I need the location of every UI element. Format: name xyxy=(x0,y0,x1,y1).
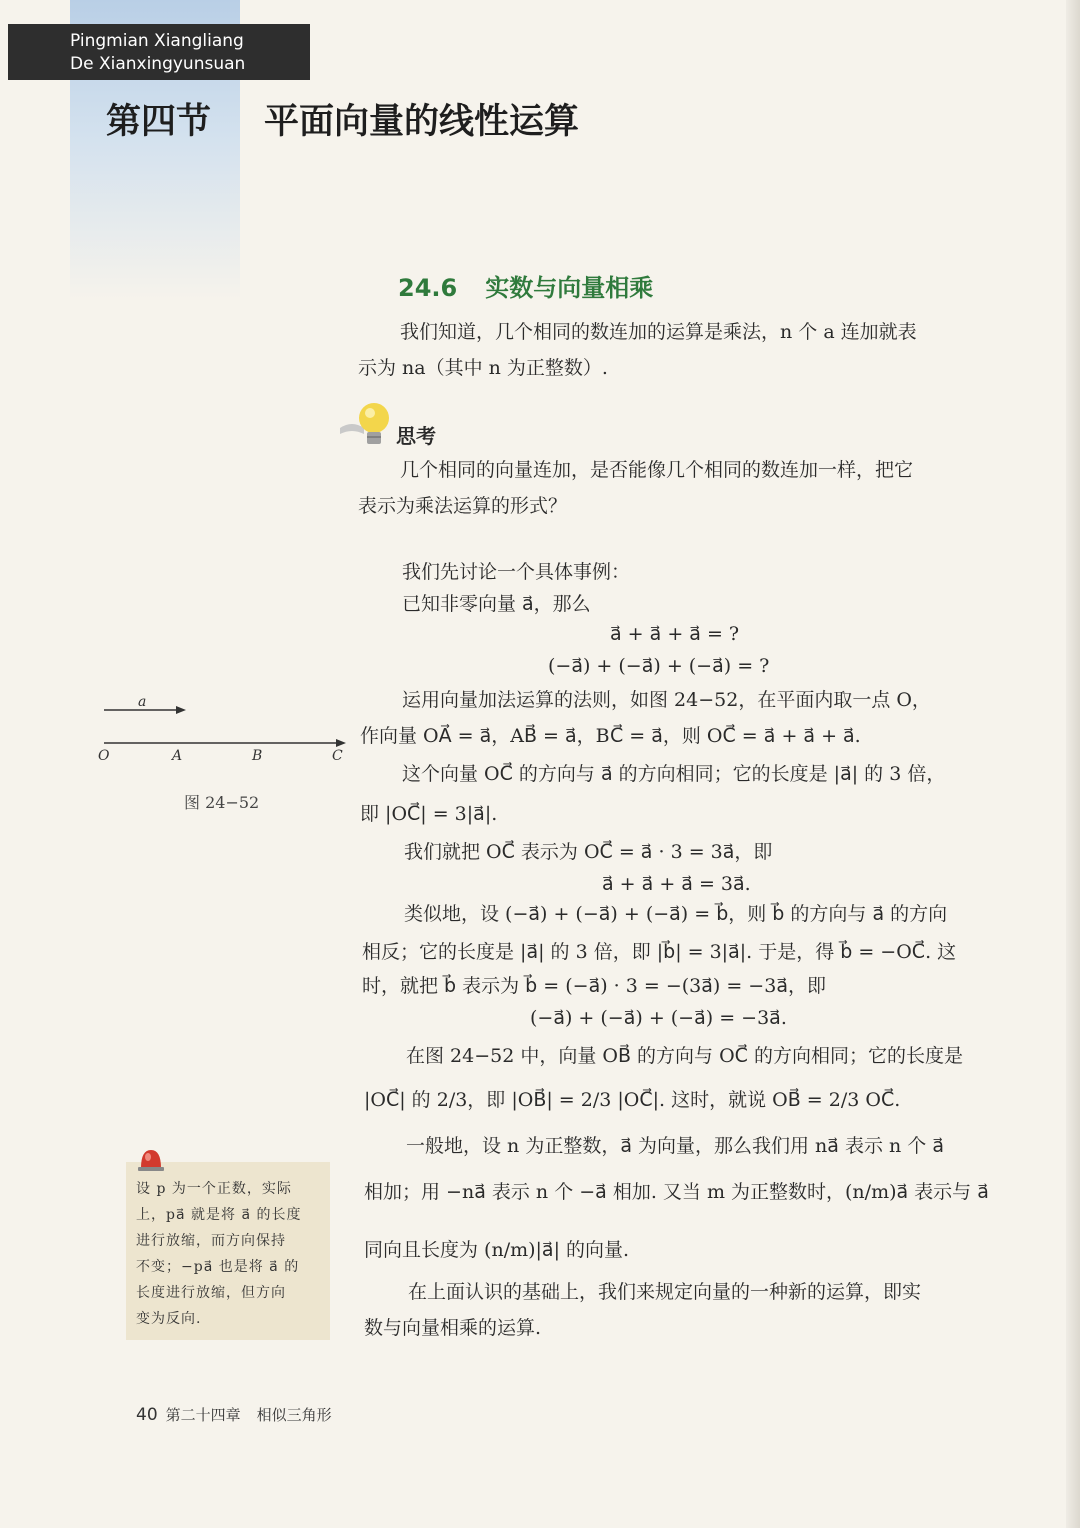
alarm-icon xyxy=(136,1146,166,1176)
figure-point-b: B xyxy=(252,748,263,764)
side-note-line-4: 不变；−pa⃗ 也是将 a⃗ 的 xyxy=(136,1259,300,1275)
figure-caption: 图 24−52 xyxy=(184,793,260,812)
direction-line-2: 即 |OC⃗| = 3|a⃗|. xyxy=(360,803,498,825)
figure-24-52 xyxy=(96,690,356,774)
think-line-1: 几个相同的向量连加，是否能像几个相同的数连加一样，把它 xyxy=(400,459,914,481)
general-line-2: 相加；用 −na⃗ 表示 n 个 −a⃗ 相加. 又当 m 为正整数时，(n/m)a⃗ 表示与 a⃗ xyxy=(364,1181,989,1203)
subsection-number: 24.6 xyxy=(398,274,458,302)
similar-equation: (−a⃗) + (−a⃗) + (−a⃗) = −3a⃗. xyxy=(530,1007,787,1029)
subsection-title: 实数与向量相乘 xyxy=(485,274,654,302)
similar-line-1: 类似地，设 (−a⃗) + (−a⃗) + (−a⃗) = b⃗，则 b⃗ 的方向与 a⃗ 的方向 xyxy=(404,903,948,925)
general-line-1: 一般地，设 n 为正整数，a⃗ 为向量，那么我们用 na⃗ 表示 n 个 a⃗ xyxy=(406,1135,944,1157)
intro-line-2: 示为 na（其中 n 为正整数）. xyxy=(358,357,608,379)
pinyin-line-1: Pingmian Xiangliang xyxy=(70,31,244,51)
rule-line-1: 运用向量加法运算的法则，如图 24−52，在平面内取一点 O， xyxy=(402,689,931,711)
ob-line-2: |OC⃗| 的 2/3，即 |OB⃗| = 2/3 |OC⃗|. 这时，就说 OB⃗ = 2/3 OC⃗. xyxy=(364,1089,901,1111)
ob-line-1: 在图 24−52 中，向量 OB⃗ 的方向与 OC⃗ 的方向相同；它的长度是 xyxy=(406,1045,963,1067)
representation-line: 我们就把 OC⃗ 表示为 OC⃗ = a⃗ · 3 = 3a⃗，即 xyxy=(404,841,773,863)
page-edge xyxy=(1066,0,1080,1528)
subsection-heading xyxy=(398,268,653,303)
think-heading: 思考 xyxy=(396,424,436,448)
final-line-1: 在上面认识的基础上，我们来规定向量的一种新的运算，即实 xyxy=(408,1281,922,1303)
representation-equation: a⃗ + a⃗ + a⃗ = 3a⃗. xyxy=(602,873,751,895)
general-line-3: 同向且长度为 (n/m)|a⃗| 的向量. xyxy=(364,1239,630,1261)
figure-point-a: A xyxy=(172,748,183,764)
side-note-line-2: 上，pa⃗ 就是将 a⃗ 的长度 xyxy=(136,1207,302,1223)
direction-line-1: 这个向量 OC⃗ 的方向与 a⃗ 的方向相同；它的长度是 |a⃗| 的 3 倍， xyxy=(402,763,946,785)
final-line-2: 数与向量相乘的运算. xyxy=(364,1317,542,1339)
footer-chapter-title: 相似三角形 xyxy=(256,1406,332,1424)
section-title: 平面向量的线性运算 xyxy=(264,102,580,142)
lightbulb-icon xyxy=(338,398,394,454)
intro-line-1: 我们知道，几个相同的数连加的运算是乘法，n 个 a 连加就表 xyxy=(400,321,917,343)
example-line-1: 我们先讨论一个具体事例： xyxy=(402,561,631,583)
section-number: 第四节 xyxy=(106,101,212,142)
page-number: 40 xyxy=(136,1405,158,1425)
footer-chapter: 第二十四章 xyxy=(165,1406,241,1424)
figure-point-o: O xyxy=(98,748,110,764)
page-footer xyxy=(136,1404,332,1425)
figure-vector-label: a xyxy=(138,694,147,710)
similar-line-3: 时，就把 b⃗ 表示为 b⃗ = (−a⃗) · 3 = −(3a⃗) = −3a⃗，即 xyxy=(362,975,826,997)
side-note-line-1: 设 p 为一个正数，实际 xyxy=(136,1181,292,1197)
side-note-line-5: 长度进行放缩，但方向 xyxy=(136,1285,286,1301)
side-note-line-3: 进行放缩，而方向保持 xyxy=(136,1233,286,1249)
rule-line-2: 作向量 OA⃗ = a⃗，AB⃗ = a⃗，BC⃗ = a⃗，则 OC⃗ = a⃗ + a⃗ + a⃗. xyxy=(360,725,861,747)
equation-2: (−a⃗) + (−a⃗) + (−a⃗) = ? xyxy=(548,655,770,677)
example-line-2: 已知非零向量 a⃗，那么 xyxy=(402,593,591,615)
equation-1: a⃗ + a⃗ + a⃗ = ? xyxy=(610,623,740,645)
pinyin-line-2: De Xianxingyunsuan xyxy=(70,54,246,74)
think-line-2: 表示为乘法运算的形式？ xyxy=(358,495,568,517)
figure-point-c: C xyxy=(332,748,343,764)
similar-line-2: 相反；它的长度是 |a⃗| 的 3 倍，即 |b⃗| = 3|a⃗|. 于是，得 b⃗ = −OC⃗. 这 xyxy=(362,941,957,963)
pinyin-title-box xyxy=(8,24,310,80)
side-note-text xyxy=(136,1176,322,1332)
side-note-line-6: 变为反向. xyxy=(136,1311,202,1327)
